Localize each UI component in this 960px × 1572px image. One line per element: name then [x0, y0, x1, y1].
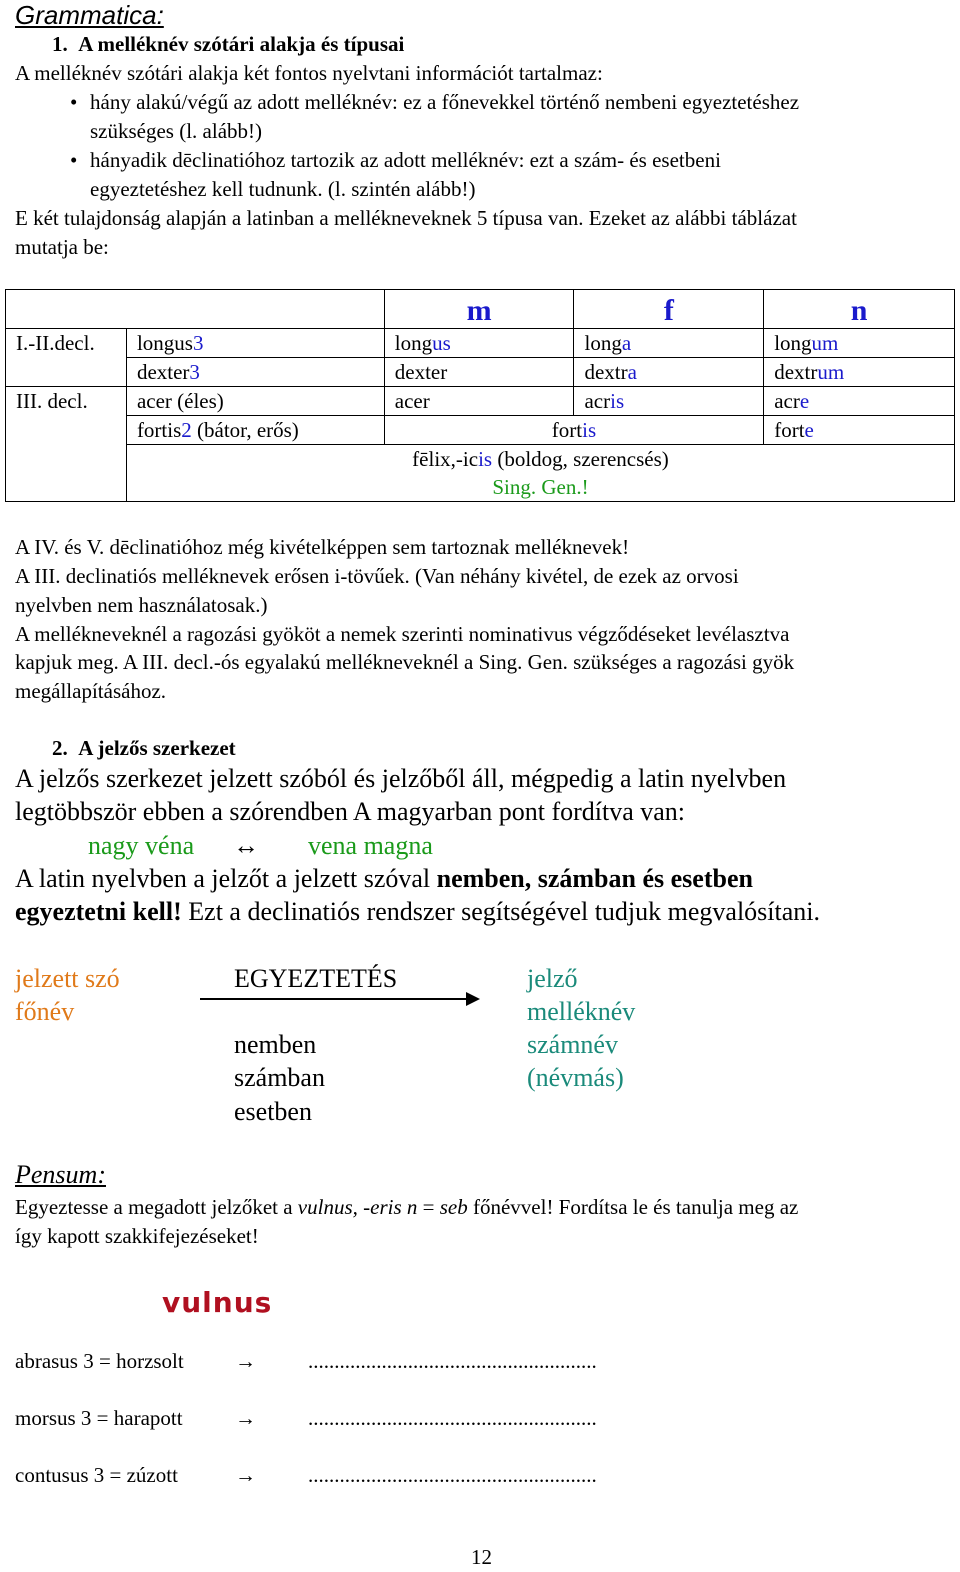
section1-intro: A melléknév szótári alakja két fontos nyelvtani információt tartalmaz:	[15, 61, 603, 85]
feminine-form: dextra	[574, 358, 764, 387]
masculine-form: acer	[384, 387, 574, 416]
decl-label: III. decl.	[6, 387, 127, 502]
dictionary-form: fortis2 (bátor, erős)	[126, 416, 384, 445]
neuter-form: dextrum	[764, 358, 955, 387]
diagram-left-label: főnév	[15, 997, 75, 1026]
diagram-right-label: jelző	[527, 964, 578, 993]
pensum-instruction: Egyeztesse a megadott jelzőket a vulnus, -eris n = seb főnévvel! Fordítsa le és tanulja meg az	[15, 1195, 799, 1219]
pensum-instruction-cont: így kapott szakkifejezéseket!	[15, 1224, 259, 1248]
header-masculine: m	[384, 290, 574, 329]
diagram-right-label: (névmás)	[527, 1063, 624, 1092]
table-row	[6, 329, 955, 358]
exercise-item: abrasus 3 = horzsolt	[15, 1349, 184, 1373]
table-row	[6, 358, 955, 387]
exercise-arrow: →	[235, 1406, 256, 1430]
diagram-right-label: melléknév	[527, 997, 636, 1026]
bullet-item-1-cont: szükséges (l. alább!)	[90, 119, 263, 143]
agreement-arrow-head	[466, 992, 480, 1006]
diagram-center-item: nemben	[234, 1030, 317, 1059]
agreement-arrow-line	[200, 998, 470, 1000]
diagram-center-item: számban	[234, 1063, 325, 1092]
one-form-adjective	[126, 445, 954, 502]
note-line: megállapításához.	[15, 679, 167, 703]
exercise-arrow: →	[235, 1463, 256, 1487]
section2-text: A latin nyelvben a jelzőt a jelzett szóval nemben, számban és esetben	[15, 864, 753, 893]
page-number: 12	[471, 1545, 492, 1569]
header-feminine: f	[574, 290, 764, 329]
exercise-blank[interactable]: .......................................................	[308, 1406, 597, 1430]
example-latin: vena magna	[308, 831, 433, 860]
diagram-right-label: számnév	[527, 1030, 618, 1059]
dictionary-form: dexter3	[126, 358, 384, 387]
table-row	[6, 387, 955, 416]
exercise-arrow: →	[235, 1349, 256, 1373]
section1-heading: 1. A melléknév szótári alakja és típusai	[52, 32, 405, 56]
felix-entry: fēlix,-icis (boldog, szerencsés)	[412, 447, 669, 471]
exercise-blank[interactable]: .......................................................	[308, 1463, 597, 1487]
bullet-item-2: • hányadik dēclinatióhoz tartozik az adott melléknév: ezt a szám- és esetbeni	[90, 146, 721, 175]
neuter-form: forte	[764, 416, 955, 445]
feminine-form: longa	[574, 329, 764, 358]
masculine-form: longus	[384, 329, 574, 358]
dictionary-form: longus3	[126, 329, 384, 358]
table-header-empty	[6, 290, 385, 329]
page-heading: Grammatica:	[15, 0, 164, 30]
exercise-item: morsus 3 = harapott	[15, 1406, 183, 1430]
exercise-item: contusus 3 = zúzott	[15, 1463, 178, 1487]
adjective-types-table	[5, 289, 955, 502]
neuter-form: longum	[764, 329, 955, 358]
dictionary-form: acer (éles)	[126, 387, 384, 416]
masc-fem-form: fortis	[384, 416, 763, 445]
sing-gen-note: Sing. Gen.!	[492, 475, 589, 499]
note-line: A III. declinatiós melléknevek erősen i-tövűek. (Van néhány kivétel, de ezek az orvosi	[15, 564, 739, 588]
decl-label: I.-II.decl.	[6, 329, 127, 387]
diagram-center-item: esetben	[234, 1097, 312, 1126]
section2-text: legtöbbször ebben a szórendben A magyarban pont fordítva van:	[15, 797, 686, 826]
bullet-item-1: • hány alakú/végű az adott melléknév: ez a főnevekkel történő nembeni egyeztetéshez	[90, 88, 799, 117]
example-arrow: ↔	[233, 831, 259, 860]
header-neuter: n	[764, 290, 955, 329]
section1-outro-cont: mutatja be:	[15, 235, 109, 259]
section1-outro: E két tulajdonság alapján a latinban a mellékneveknek 5 típusa van. Ezeket az alábbi táblázat	[15, 206, 797, 230]
example-hungarian: nagy véna	[88, 831, 195, 860]
section2-text: egyeztetni kell! Ezt a declinatiós rendszer segítségével tudjuk megvalósítani.	[15, 897, 821, 926]
diagram-left-label: jelzett szó	[15, 964, 120, 993]
section2-text: A jelzős szerkezet jelzett szóból és jelzőből áll, mégpedig a latin nyelvben	[15, 764, 787, 793]
table-row	[6, 416, 955, 445]
masculine-form: dexter	[384, 358, 574, 387]
bullet-item-2-cont: egyeztetéshez kell tudnunk. (l. szintén alább!)	[90, 177, 476, 201]
vulnus-logo: vulnus	[162, 1286, 273, 1319]
neuter-form: acre	[764, 387, 955, 416]
note-line: A IV. és V. dēclinatióhoz még kivételképpen sem tartoznak melléknevek!	[15, 535, 630, 559]
pensum-heading: Pensum:	[15, 1160, 106, 1189]
feminine-form: acris	[574, 387, 764, 416]
note-line: A mellékneveknél a ragozási gyököt a nemek szerinti nominativus végződéseket levélasztva	[15, 622, 790, 646]
table-header-row	[6, 290, 955, 329]
note-line: kapjuk meg. A III. decl.-ós egyalakú mellékneveknél a Sing. Gen. szükséges a ragozási gyök	[15, 650, 795, 674]
section2-heading: 2. A jelzős szerkezet	[52, 736, 236, 760]
diagram-center-title: EGYEZTETÉS	[234, 964, 398, 993]
table-row	[6, 445, 955, 502]
exercise-blank[interactable]: .......................................................	[308, 1349, 597, 1373]
note-line: nyelvben nem használatosak.)	[15, 593, 268, 617]
